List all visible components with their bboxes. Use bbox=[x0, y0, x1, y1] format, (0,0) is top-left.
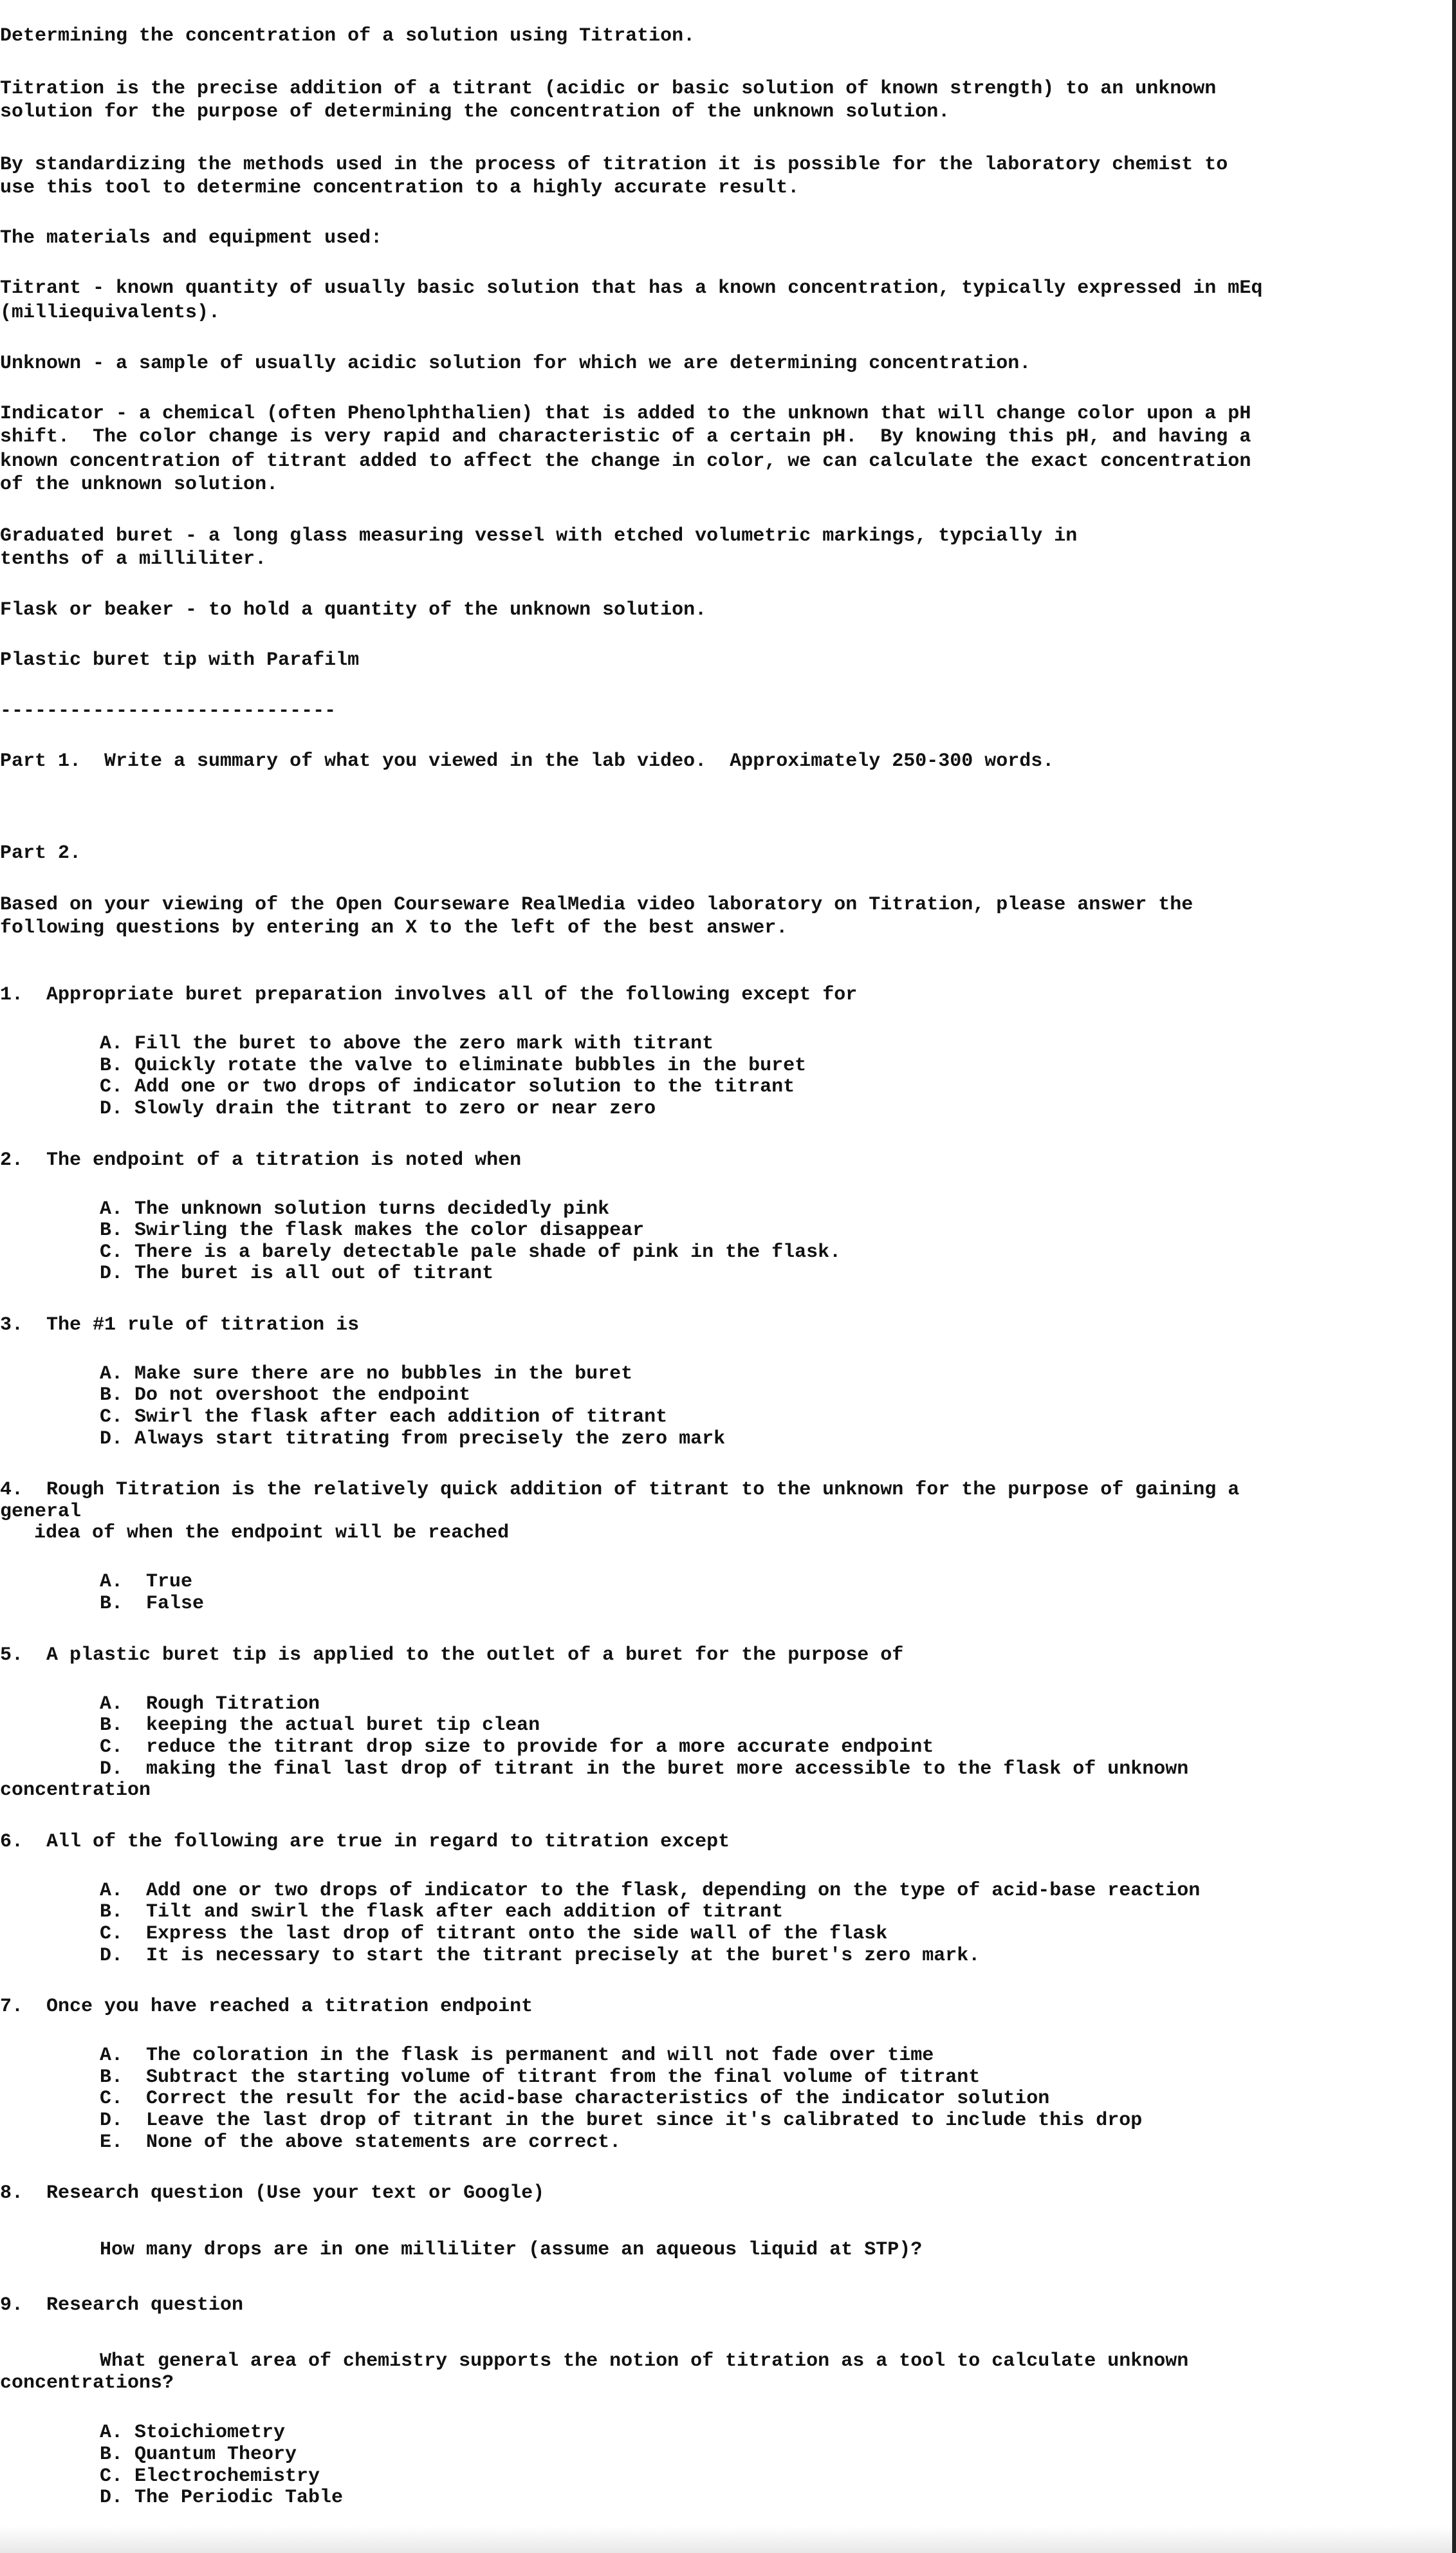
answer-option[interactable]: C. There is a barely detectable pale shade of pink in the flask. bbox=[100, 1241, 842, 1263]
material-indicator: known concentration of titrant added to affect the change in color, we can calculate the exact concentration bbox=[0, 450, 1251, 472]
question-6: 6. All of the following are true in regard to titration except bbox=[0, 1831, 730, 1853]
answer-option[interactable]: B. Swirling the flask makes the color disappear bbox=[100, 1220, 645, 1241]
answer-option[interactable]: A. Stoichiometry bbox=[100, 2422, 286, 2444]
answer-option-continuation: concentration bbox=[0, 1779, 151, 1801]
material-titrant: Titrant - known quantity of usually basic solution that has a known concentration, typically expressed in mEq bbox=[0, 277, 1263, 299]
answer-option[interactable]: D. It is necessary to start the titrant precisely at the buret's zero mark. bbox=[100, 1945, 981, 1967]
intro-paragraph-line: use this tool to determine concentration to a highly accurate result. bbox=[0, 177, 800, 199]
material-flask: Flask or beaker - to hold a quantity of the unknown solution. bbox=[0, 599, 707, 621]
answer-option[interactable]: B. Tilt and swirl the flask after each addition of titrant bbox=[100, 1901, 784, 1923]
material-titrant: (milliequivalents). bbox=[0, 302, 221, 324]
answer-option[interactable]: A. The unknown solution turns decidedly pink bbox=[100, 1198, 610, 1220]
question-4: 4. Rough Titration is the relatively quick addition of titrant to the unknown for the purpose of gaining a bbox=[0, 1479, 1240, 1501]
material-indicator: of the unknown solution. bbox=[0, 474, 279, 496]
material-buret: Graduated buret - a long glass measuring vessel with etched volumetric markings, typcially in bbox=[0, 525, 1078, 547]
answer-option[interactable]: D. The buret is all out of titrant bbox=[100, 1263, 494, 1285]
answer-option[interactable]: C. Electrochemistry bbox=[100, 2465, 320, 2487]
answer-option[interactable]: C. Correct the result for the acid-base characteristics of the indicator solution bbox=[100, 2088, 1050, 2110]
answer-option[interactable]: A. Add one or two drops of indicator to the flask, depending on the type of acid-base reaction bbox=[100, 1880, 1201, 1902]
answer-option[interactable]: C. Add one or two drops of indicator solution to the titrant bbox=[100, 1076, 795, 1098]
question-4: idea of when the endpoint will be reached bbox=[34, 1522, 510, 1544]
question-5: 5. A plastic buret tip is applied to the outlet of a buret for the purpose of bbox=[0, 1644, 904, 1666]
intro-paragraph-line: By standardizing the methods used in the process of titration it is possible for the laboratory chemist to bbox=[0, 154, 1228, 176]
answer-option[interactable]: B. Do not overshoot the endpoint bbox=[100, 1384, 471, 1406]
question-9: 9. Research question bbox=[0, 2294, 244, 2316]
part1-prompt: Part 1. Write a summary of what you viewed in the lab video. Approximately 250-300 words. bbox=[0, 750, 1055, 772]
answer-option[interactable]: C. Express the last drop of titrant onto the side wall of the flask bbox=[100, 1923, 888, 1945]
question-4: general bbox=[0, 1501, 82, 1523]
answer-option[interactable]: B. Quantum Theory bbox=[100, 2444, 297, 2465]
answer-option[interactable]: A. Make sure there are no bubbles in the buret bbox=[100, 1363, 633, 1385]
document-title: Determining the concentration of a solution using Titration. bbox=[0, 25, 696, 47]
research-prompt: concentrations? bbox=[0, 2372, 174, 2394]
answer-option[interactable]: C. Swirl the flask after each addition of titrant bbox=[100, 1406, 668, 1428]
answer-option[interactable]: D. making the final last drop of titrant in the buret more accessible to the flask of unknown bbox=[100, 1758, 1189, 1780]
answer-option[interactable]: A. True bbox=[100, 1571, 193, 1593]
answer-option[interactable]: B. keeping the actual buret tip clean bbox=[100, 1714, 540, 1736]
divider: ----------------------------- bbox=[0, 700, 336, 722]
bottom-fade bbox=[0, 2526, 1452, 2553]
material-indicator: shift. The color change is very rapid and characteristic of a certain pH. By knowing this pH, and having a bbox=[0, 426, 1251, 448]
question-7: 7. Once you have reached a titration endpoint bbox=[0, 1996, 533, 2018]
answer-option[interactable]: C. reduce the titrant drop size to provide for a more accurate endpoint bbox=[100, 1736, 934, 1758]
answer-option[interactable]: A. The coloration in the flask is permanent and will not fade over time bbox=[100, 2045, 934, 2066]
answer-option[interactable]: B. False bbox=[100, 1593, 205, 1615]
answer-option[interactable]: E. None of the above statements are correct. bbox=[100, 2131, 622, 2153]
material-indicator: Indicator - a chemical (often Phenolphthalien) that is added to the unknown that will change color upon a pH bbox=[0, 403, 1251, 425]
part2-instructions: following questions by entering an X to the left of the best answer. bbox=[0, 917, 788, 939]
answer-option[interactable]: B. Quickly rotate the valve to eliminate bubbles in the buret bbox=[100, 1055, 807, 1077]
page-edge-border bbox=[1452, 0, 1456, 2553]
question-2: 2. The endpoint of a titration is noted when bbox=[0, 1149, 522, 1171]
answer-option[interactable]: D. Leave the last drop of titrant in the buret since it's calibrated to include this drop bbox=[100, 2110, 1143, 2131]
question-1: 1. Appropriate buret preparation involves all of the following except for bbox=[0, 984, 858, 1006]
question-8: 8. Research question (Use your text or Google) bbox=[0, 2182, 545, 2204]
question-3: 3. The #1 rule of titration is bbox=[0, 1314, 360, 1336]
answer-option[interactable]: A. Rough Titration bbox=[100, 1693, 320, 1715]
research-prompt: What general area of chemistry supports the notion of titration as a tool to calculate unknown bbox=[100, 2350, 1189, 2372]
intro-paragraph-line: solution for the purpose of determining the concentration of the unknown solution. bbox=[0, 101, 950, 123]
research-prompt: How many drops are in one milliliter (assume an aqueous liquid at STP)? bbox=[100, 2239, 923, 2261]
material-buret: tenths of a milliliter. bbox=[0, 548, 267, 570]
part2-instructions: Based on your viewing of the Open Courseware RealMedia video laboratory on Titration, please answer the bbox=[0, 894, 1193, 916]
materials-heading: The materials and equipment used: bbox=[0, 227, 383, 249]
answer-option[interactable]: A. Fill the buret to above the zero mark with titrant bbox=[100, 1033, 714, 1055]
answer-option[interactable]: D. The Periodic Table bbox=[100, 2487, 344, 2509]
intro-paragraph-line: Titration is the precise addition of a titrant (acidic or basic solution of known strength) to an unknown bbox=[0, 78, 1217, 100]
answer-option[interactable]: B. Subtract the starting volume of titrant from the final volume of titrant bbox=[100, 2066, 981, 2088]
answer-option[interactable]: D. Always start titrating from precisely the zero mark bbox=[100, 1428, 726, 1450]
material-buret-tip: Plastic buret tip with Parafilm bbox=[0, 649, 360, 671]
answer-option[interactable]: D. Slowly drain the titrant to zero or near zero bbox=[100, 1098, 656, 1120]
material-unknown: Unknown - a sample of usually acidic solution for which we are determining concentration. bbox=[0, 353, 1031, 375]
part2-heading: Part 2. bbox=[0, 842, 82, 864]
